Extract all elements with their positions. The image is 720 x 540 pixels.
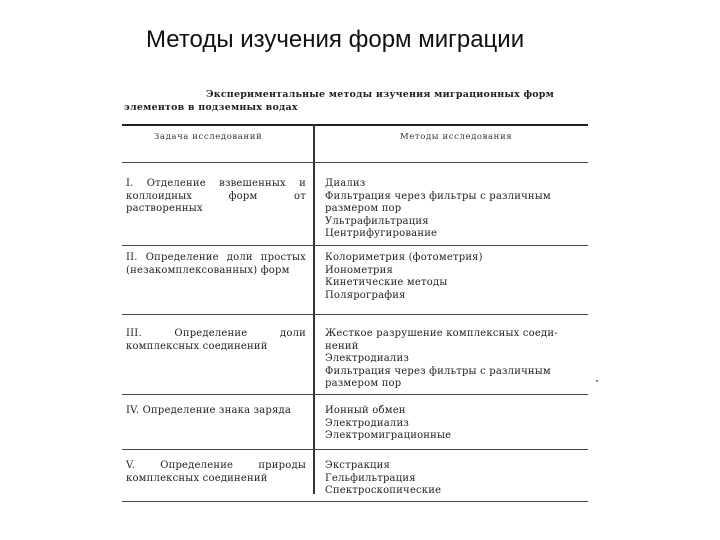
row-4-task: IV. Определение знака заряда xyxy=(126,405,292,416)
row-3-method: размером пор xyxy=(325,378,402,390)
row-2-method: Полярография xyxy=(325,289,406,301)
row-5-method: Спектроскопические xyxy=(325,485,442,497)
caption-line-1: Экспериментальные методы изучения миграционных форм xyxy=(206,89,555,100)
row-4-method: Ионный обмен xyxy=(325,405,406,416)
row-1-method: Фильтрация через фильтры с различным xyxy=(325,190,551,202)
row-4-method: Электромиграционные xyxy=(325,430,452,442)
table-bottom-rule xyxy=(122,501,588,502)
scan-speck xyxy=(596,380,598,382)
row-1-method: Диализ xyxy=(325,178,366,189)
scanned-table xyxy=(118,88,588,508)
caption-line-2: элементов в подземных водах xyxy=(124,102,298,113)
row-1-task: I. Отделение взвешенных и коллоидных форм от растворенных xyxy=(126,178,306,215)
row-3-method: Жесткое разрушение комплексных соеди- xyxy=(325,328,558,339)
row-3-method: Электродиализ xyxy=(325,353,409,365)
row-2-method: Ионометрия xyxy=(325,264,394,276)
row-1-method: Центрифугирование xyxy=(325,228,438,240)
row-3-method: нений xyxy=(325,340,359,352)
row-2-task: II. Определение доли простых (незакомплексованных) форм xyxy=(126,252,306,276)
row-1-method: размером пор xyxy=(325,203,402,215)
header-task: Задача исследований xyxy=(154,132,263,142)
row-rule xyxy=(122,314,588,315)
column-divider xyxy=(313,124,315,494)
row-3-method: Фильтрация через фильтры с различным xyxy=(325,365,551,377)
row-1-method: Ультрафильтрация xyxy=(325,215,429,227)
row-3-task: III. Определение доли комплексных соединений xyxy=(126,328,306,352)
slide-title: Методы изучения форм миграции xyxy=(146,26,525,53)
row-rule xyxy=(122,394,588,395)
table-caption xyxy=(124,88,586,114)
row-rule xyxy=(122,245,588,246)
row-rule xyxy=(122,449,588,450)
row-4-method: Электродиализ xyxy=(325,417,409,429)
row-3-methods xyxy=(325,328,587,391)
row-2-method: Колориметрия (фотометрия) xyxy=(325,252,483,263)
row-5-methods xyxy=(325,460,587,498)
row-1-methods xyxy=(325,178,587,241)
row-2-method: Кинетические методы xyxy=(325,277,448,289)
header-methods: Методы исследования xyxy=(400,132,513,142)
row-5-method: Гельфильтрация xyxy=(325,472,416,484)
table-top-rule xyxy=(122,124,588,126)
row-5-method: Экстракция xyxy=(325,460,391,471)
row-4-methods xyxy=(325,405,587,443)
row-2-methods xyxy=(325,252,587,302)
header-rule xyxy=(122,162,588,163)
row-5-task: V. Определение природы комплексных соединений xyxy=(126,460,306,484)
